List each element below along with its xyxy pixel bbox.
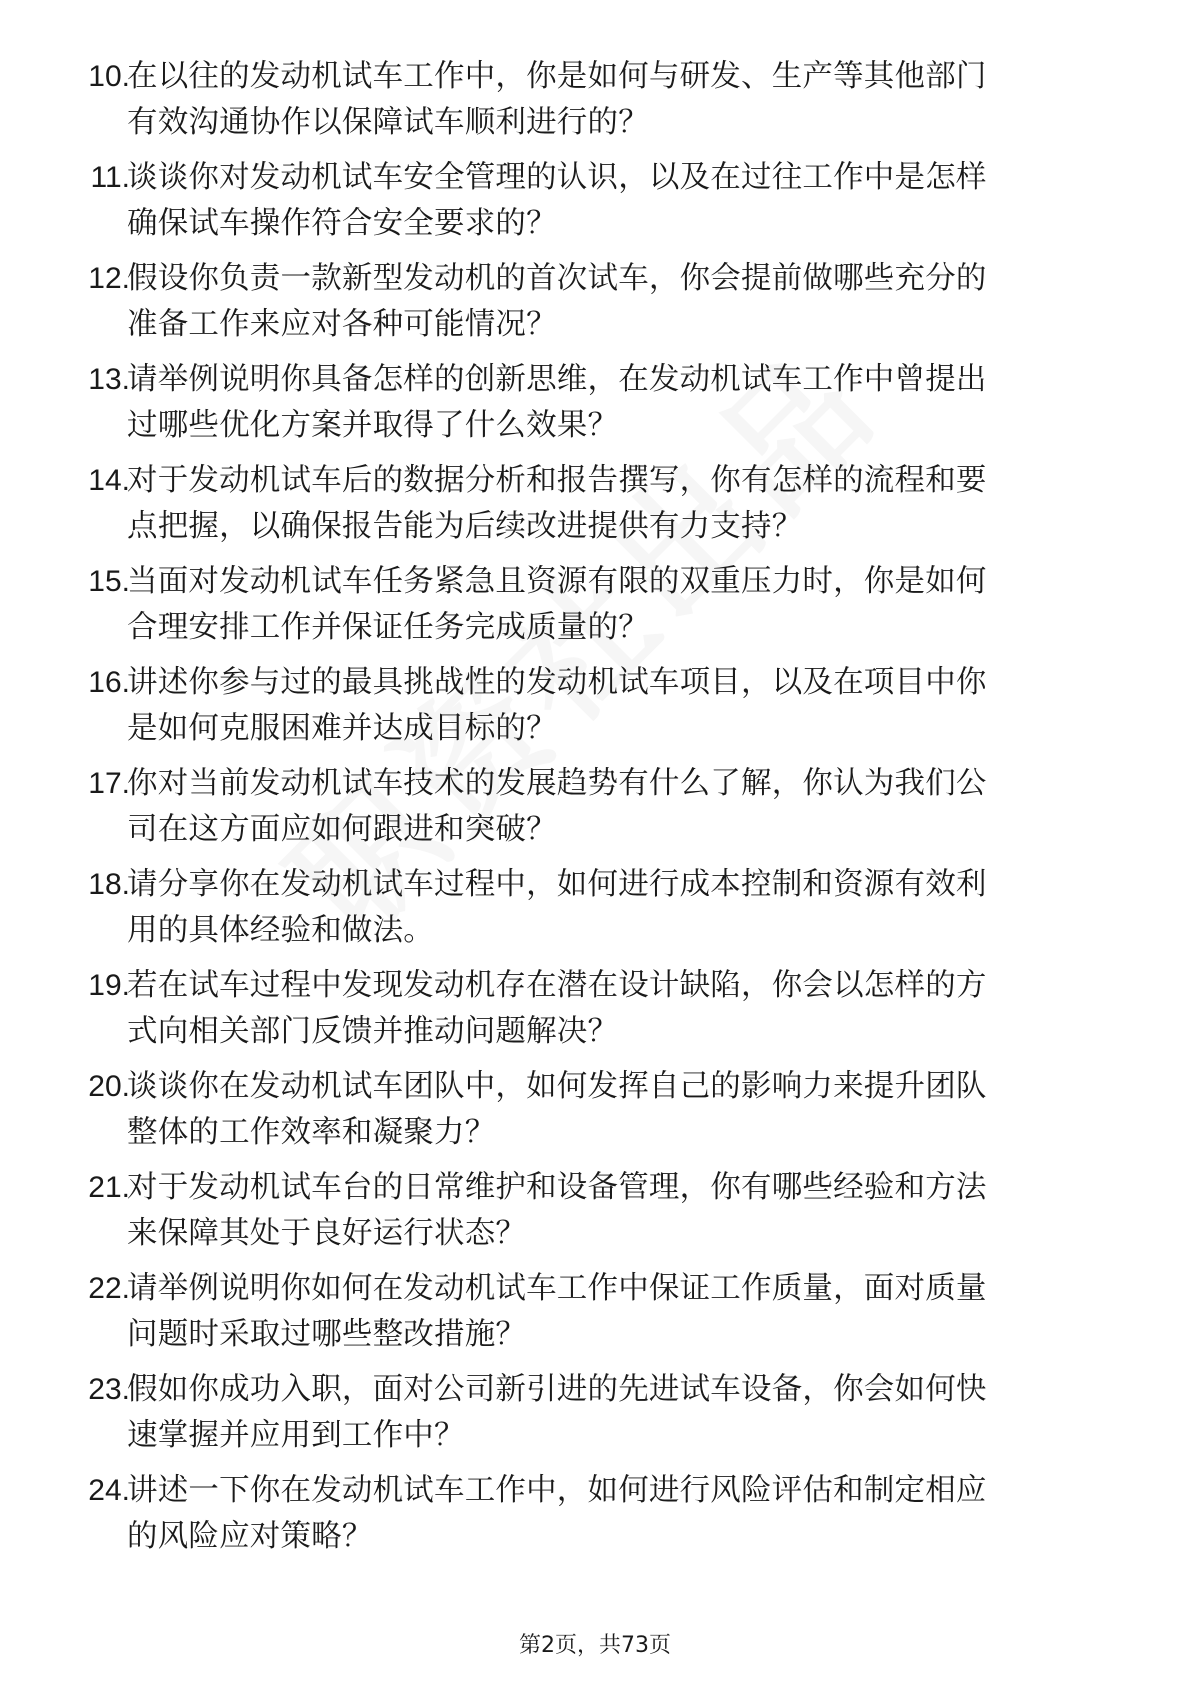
- question-item: [0, 862, 1190, 963]
- question-item: [0, 660, 1190, 761]
- question-text-line: 式向相关部门反馈并推动问题解决？: [127, 1014, 619, 1049]
- question-text: [127, 256, 1127, 348]
- question-text: [127, 357, 1127, 449]
- question-number: 17.: [88, 767, 130, 800]
- question-number: 13.: [88, 363, 130, 396]
- question-text-line: 过哪些优化方案并取得了什么效果？: [127, 408, 619, 443]
- question-text: [127, 1367, 1127, 1459]
- question-item: [0, 761, 1190, 862]
- question-number: 15.: [88, 565, 130, 598]
- question-text-line: 点把握，以确保报告能为后续改进提供有力支持？: [127, 509, 803, 544]
- question-number: 23.: [88, 1373, 130, 1406]
- question-text-line: 假设你负责一款新型发动机的首次试车，你会提前做哪些充分的: [127, 261, 987, 296]
- question-number: 16.: [88, 666, 130, 699]
- question-number: 24.: [88, 1474, 130, 1507]
- question-text: [127, 660, 1127, 752]
- question-number: 19.: [88, 969, 130, 1002]
- question-text-line: 速掌握并应用到工作中？: [127, 1418, 465, 1453]
- question-number: 12.: [88, 262, 130, 295]
- question-text-line: 讲述一下你在发动机试车工作中，如何进行风险评估和制定相应: [127, 1473, 987, 1508]
- question-item: [0, 155, 1190, 256]
- question-text-line: 对于发动机试车台的日常维护和设备管理，你有哪些经验和方法: [127, 1170, 987, 1205]
- question-item: [0, 1165, 1190, 1266]
- question-text: [127, 1266, 1127, 1358]
- question-text-line: 在以往的发动机试车工作中，你是如何与研发、生产等其他部门: [127, 59, 987, 94]
- question-item: [0, 963, 1190, 1064]
- question-item: [0, 559, 1190, 660]
- question-text-line: 的风险应对策略？: [127, 1519, 373, 1554]
- question-item: [0, 1266, 1190, 1367]
- question-number: 14.: [88, 464, 130, 497]
- question-number: 10.: [88, 60, 130, 93]
- question-item: [0, 1064, 1190, 1165]
- question-text: [127, 761, 1127, 853]
- question-text-line: 当面对发动机试车任务紧急且资源有限的双重压力时，你是如何: [127, 564, 987, 599]
- question-text-line: 请举例说明你具备怎样的创新思维，在发动机试车工作中曾提出: [127, 362, 987, 397]
- question-text-line: 确保试车操作符合安全要求的？: [127, 206, 557, 241]
- question-text: [127, 155, 1127, 247]
- question-text-line: 司在这方面应如何跟进和突破？: [127, 812, 557, 847]
- question-item: [0, 54, 1190, 155]
- question-text-line: 若在试车过程中发现发动机存在潜在设计缺陷，你会以怎样的方: [127, 968, 987, 1003]
- question-number: 21.: [88, 1171, 130, 1204]
- question-text-line: 合理安排工作并保证任务完成质量的？: [127, 610, 649, 645]
- question-item: [0, 1468, 1190, 1569]
- question-text: [127, 862, 1127, 954]
- question-number: 22.: [88, 1272, 130, 1305]
- question-text-line: 对于发动机试车后的数据分析和报告撰写，你有怎样的流程和要: [127, 463, 987, 498]
- page-footer: 第2页，共73页: [519, 1633, 671, 1658]
- question-text: [127, 458, 1127, 550]
- question-text: [127, 559, 1127, 651]
- question-text-line: 有效沟通协作以保障试车顺利进行的？: [127, 105, 649, 140]
- question-item: [0, 256, 1190, 357]
- question-text-line: 请举例说明你如何在发动机试车工作中保证工作质量，面对质量: [127, 1271, 987, 1306]
- question-number: 18.: [88, 868, 130, 901]
- question-text-line: 讲述你参与过的最具挑战性的发动机试车项目，以及在项目中你: [127, 665, 987, 700]
- question-list: [0, 54, 1190, 1569]
- question-text-line: 假如你成功入职，面对公司新引进的先进试车设备，你会如何快: [127, 1372, 987, 1407]
- question-text: [127, 1064, 1127, 1156]
- question-text-line: 用的具体经验和做法。: [127, 913, 434, 948]
- question-number: 11.: [90, 161, 130, 194]
- question-text-line: 谈谈你对发动机试车安全管理的认识，以及在过往工作中是怎样: [127, 160, 987, 195]
- question-text-line: 请分享你在发动机试车过程中，如何进行成本控制和资源有效利: [127, 867, 987, 902]
- question-text-line: 问题时采取过哪些整改措施？: [127, 1317, 527, 1352]
- question-text-line: 整体的工作效率和凝聚力？: [127, 1115, 496, 1150]
- question-item: [0, 458, 1190, 559]
- question-text: [127, 54, 1127, 146]
- question-text: [127, 1165, 1127, 1257]
- question-text: [127, 1468, 1127, 1560]
- question-text-line: 你对当前发动机试车技术的发展趋势有什么了解，你认为我们公: [127, 766, 987, 801]
- question-text-line: 来保障其处于良好运行状态？: [127, 1216, 527, 1251]
- question-text-line: 是如何克服困难并达成目标的？: [127, 711, 557, 746]
- question-item: [0, 357, 1190, 458]
- question-text-line: 谈谈你在发动机试车团队中，如何发挥自己的影响力来提升团队: [127, 1069, 987, 1104]
- question-item: [0, 1367, 1190, 1468]
- question-text: [127, 963, 1127, 1055]
- question-number: 20.: [88, 1070, 130, 1103]
- question-text-line: 准备工作来应对各种可能情况？: [127, 307, 557, 342]
